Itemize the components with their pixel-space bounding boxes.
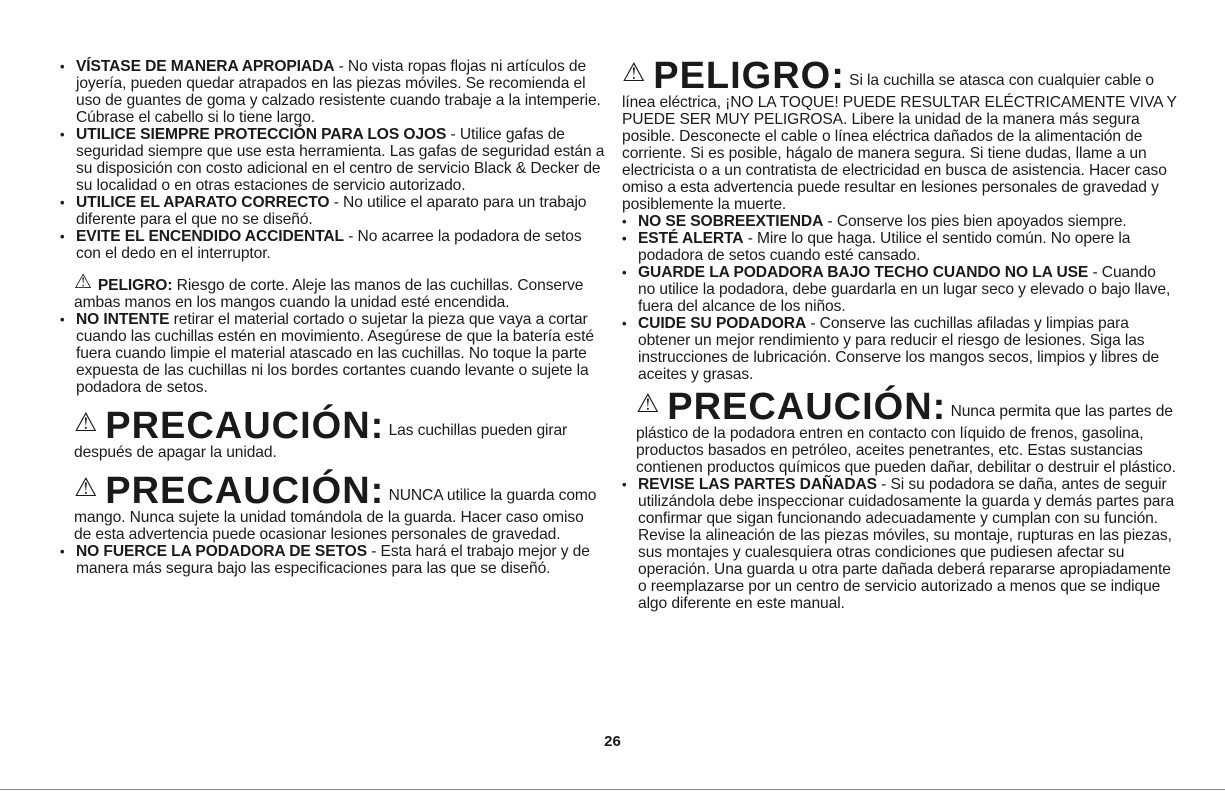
page-number: 26	[604, 733, 621, 750]
caution-guard-handle: ⚠ PRECAUCIÓN: NUNCA utilice la guarda como mango. Nunca sujete la unidad tomándola de la guarda. Hacer caso omiso de esta advertencia puede ocasionar lesiones personales de gravedad.	[74, 470, 597, 543]
bullet-do-not-overreach: • NO SE SOBREEXTIENDA - Conserve los pies bien apoyados siempre.	[622, 213, 1177, 230]
bullet-stay-alert: • ESTÉ ALERTA - Mire lo que haga. Utilice el sentido común. No opere la podadora de setos cuando esté cansado.	[622, 230, 1177, 264]
warning-triangle-icon: ⚠	[636, 388, 660, 418]
caution-plastic-parts: ⚠ PRECAUCIÓN: Nunca permita que las partes de plástico de la podadora entren en contacto con líquido de frenos, gasolina, productos basados en petróleo, aceites penetrantes, etc. Estas sustancias contienen productos químicos que pueden dañar, debilitar o destruir el plástico.	[636, 386, 1176, 476]
bullet-do-not-force: • NO FUERCE LA PODADORA DE SETOS - Esta hará el trabajo mejor y de manera más segura bajo las especificaciones para las que se diseñó.	[60, 543, 605, 577]
bullet-accidental-start: • EVITE EL ENCENDIDO ACCIDENTAL - No acarree la podadora de setos con el dedo en el interruptor.	[60, 228, 605, 262]
warning-triangle-icon: ⚠	[74, 472, 98, 502]
bullet-eye-protection: • UTILICE SIEMPRE PROTECCIÓN PARA LOS OJOS - Utilice gafas de seguridad siempre que use esta herramienta. Las gafas de seguridad están a su disposición con costo adicional en el centro de servicio Black & Decker de su localidad o en otras estaciones de servicio autorizado.	[60, 126, 605, 194]
bullet-dress-properly: • VÍSTASE DE MANERA APROPIADA - No vista ropas flojas ni artículos de joyería, pueden quedar atrapados en las piezas móviles. Se recomienda el uso de guantes de goma y calzado resistente cuando trabaje a la intemperie. Cúbrase el cabello si lo tiene largo.	[60, 58, 605, 126]
danger-cut-risk: ⚠ PELIGRO: Riesgo de corte. Aleje las manos de las cuchillas. Conserve ambas manos en los mangos cuando la unidad esté encendida.	[74, 271, 584, 311]
warning-triangle-icon: ⚠	[622, 57, 646, 87]
bullet-store-indoors: • GUARDE LA PODADORA BAJO TECHO CUANDO NO LA USE - Cuando no utilice la podadora, debe guardarla en un lugar seco y elevado o bajo llave, fuera del alcance de los niños.	[622, 264, 1177, 315]
bullet-do-not-attempt: • NO INTENTE retirar el material cortado o sujetar la pieza que vaya a cortar cuando las cuchillas estén en movimiento. Asegúrese de que la batería esté fuera cuando limpie el material atascado en las cuchillas. No toque la parte expuesta de las cuchillas ni los bordes cortantes cuando levante o sujete la podadora de setos.	[60, 311, 605, 396]
caution-blades-coast: ⚠ PRECAUCIÓN: Las cuchillas pueden girar después de apagar la unidad.	[74, 405, 568, 461]
bullet-maintain-trimmer: • CUIDE SU PODADORA - Conserve las cuchillas afiladas y limpias para obtener un mejor rendimiento y para reducir el riesgo de lesiones. Siga las instrucciones de lubricación. Conserve los mangos secos, limpios y libres de aceites y grasas.	[622, 315, 1177, 383]
bottom-rule	[0, 789, 1225, 790]
left-column	[60, 58, 605, 577]
danger-electric-cable: ⚠ PELIGRO: Si la cuchilla se atasca con cualquier cable o línea eléctrica, ¡NO LA TOQUE! PUEDE RESULTAR ELÉCTRICAMENTE VIVA Y PUEDE SER MUY PELIGROSA. Libere la unidad de la manera más segura posible. Desconecte el cable o línea eléctrica dañados de la alimentación de corriente. Si es posible, hágalo de manera segura. Si tiene dudas, llame a un electricista o a un contratista de electricidad en busca de asistencia. Hacer caso omiso a esta advertencia puede resultar en lesiones personales de gravedad y posiblemente la muerte.	[622, 55, 1177, 213]
right-column	[622, 55, 1177, 612]
bullet-check-damaged-parts: • REVISE LAS PARTES DAÑADAS - Si su podadora se daña, antes de seguir utilizándola debe inspeccionar cuidadosamente la guarda y demás partes para confirmar que sigan funcionando adecuadamente y cumplan con su función. Revise la alineación de las piezas móviles, su montaje, rupturas en las piezas, sus montajes y cualesquiera otras condiciones que pudiesen afectar su operación. Una guarda u otra parte dañada deberá repararse apropiadamente o reemplazarse por un centro de servicio autorizado a menos que se indique algo diferente en este manual.	[622, 476, 1177, 612]
bullet-correct-appliance: • UTILICE EL APARATO CORRECTO - No utilice el aparato para un trabajo diferente para el que no se diseñó.	[60, 194, 605, 228]
warning-triangle-icon: ⚠	[74, 407, 98, 437]
warning-triangle-icon: ⚠	[74, 271, 92, 293]
